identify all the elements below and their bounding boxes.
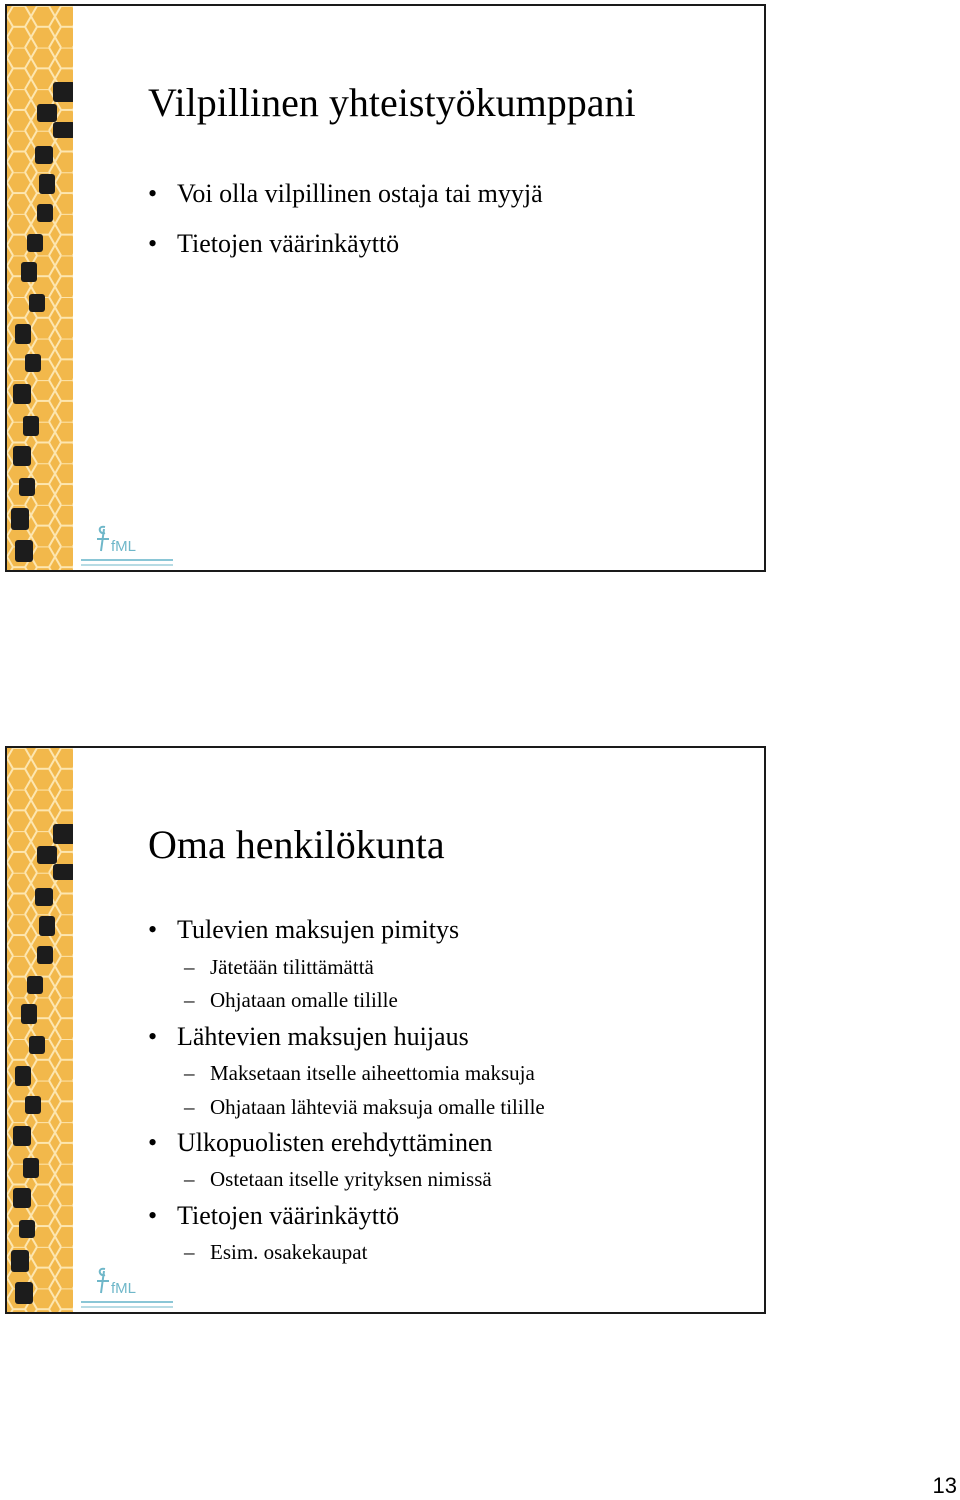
bullet-item (148, 179, 543, 209)
sub-bullet-item (184, 1166, 492, 1192)
logo-text: fML (111, 1280, 137, 1297)
bullet-marker: • (148, 1022, 158, 1051)
bullet-text: Lähtevien maksujen huijaus (177, 1022, 469, 1051)
sub-bullet-text: Esim. osakekaupat (210, 1240, 368, 1264)
logo-text: fML (111, 538, 137, 555)
fml-logo (77, 1263, 177, 1311)
sub-bullet-marker: – (184, 988, 195, 1012)
sub-bullet-item (184, 954, 374, 980)
sub-bullet-item (184, 987, 398, 1013)
sub-bullet-marker: – (184, 1167, 195, 1191)
sub-bullet-item (184, 1060, 535, 1086)
bullet-marker: • (148, 1201, 158, 1230)
sub-bullet-marker: – (184, 1240, 195, 1264)
sub-bullet-text: Ohjataan omalle tilille (210, 988, 398, 1012)
slide-2 (5, 746, 766, 1314)
bullet-item (148, 1022, 469, 1052)
bullet-item (148, 915, 459, 945)
bullet-marker: • (148, 229, 158, 258)
bullet-text: Ulkopuolisten erehdyttäminen (177, 1128, 493, 1157)
sub-bullet-marker: – (184, 955, 195, 979)
bullet-text: Voi olla vilpillinen ostaja tai myyjä (177, 179, 543, 208)
sub-bullet-item (184, 1239, 367, 1265)
page-number: 13 (932, 1473, 957, 1498)
sub-bullet-marker: – (184, 1061, 195, 1085)
slide-1 (5, 4, 766, 572)
bullet-text: Tietojen väärinkäyttö (177, 229, 400, 258)
sub-bullet-text: Maksetaan itselle aiheettomia maksuja (210, 1061, 535, 1085)
sub-bullet-text: Ostetaan itselle yrityksen nimissä (210, 1167, 492, 1191)
bullet-item (148, 229, 399, 259)
sub-bullet-item (184, 1094, 545, 1120)
bullet-marker: • (148, 179, 158, 208)
sub-bullet-marker: – (184, 1095, 195, 1119)
honeycomb-dice-strip (7, 6, 73, 570)
bullet-marker: • (148, 915, 158, 944)
bullet-text: Tulevien maksujen pimitys (177, 915, 460, 944)
honeycomb-dice-strip (7, 748, 73, 1312)
bullet-item (148, 1201, 399, 1231)
sub-bullet-text: Ohjataan lähteviä maksuja omalle tilille (210, 1095, 545, 1119)
fml-logo (77, 521, 177, 569)
slide-title: Oma henkilökunta (148, 822, 445, 867)
bullet-marker: • (148, 1128, 158, 1157)
bullet-text: Tietojen väärinkäyttö (177, 1201, 400, 1230)
slide-title: Vilpillinen yhteistyökumppani (148, 80, 636, 125)
bullet-item (148, 1128, 493, 1158)
sub-bullet-text: Jätetään tilittämättä (210, 955, 374, 979)
